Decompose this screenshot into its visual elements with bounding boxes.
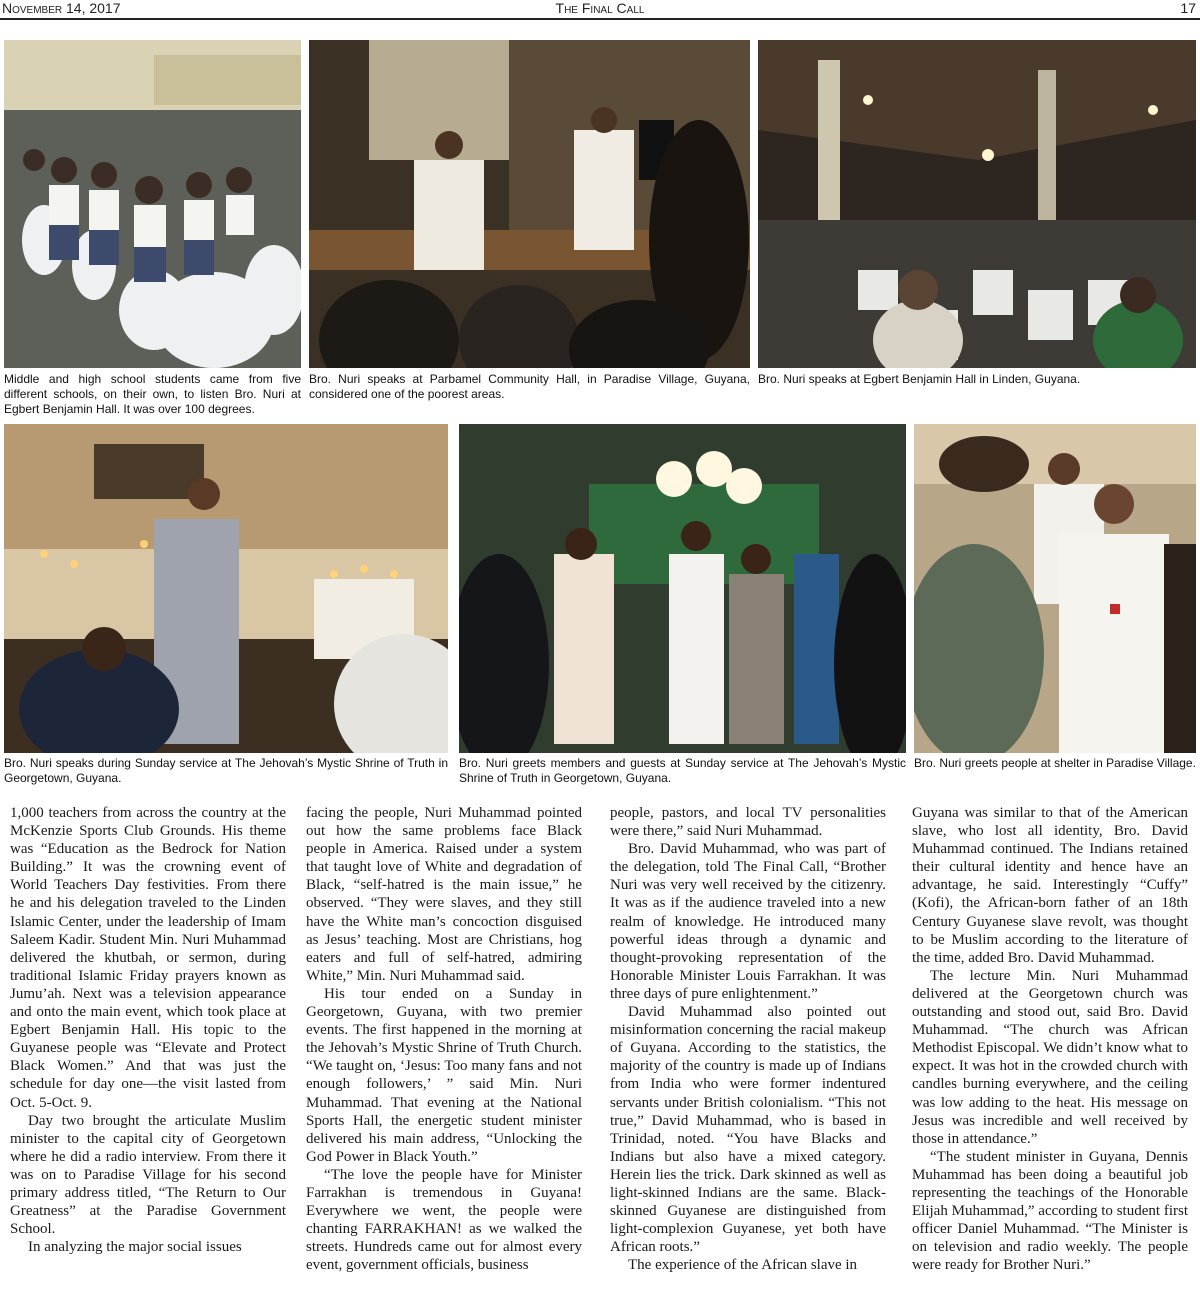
article-paragraph: people, pastors, and local TV personalities were there,” said Nuri Muhammad. [610, 805, 886, 840]
photo-caption: Bro. Nuri speaks during Sunday service at The Jehovah’s Mystic Shrine of Truth in Georgetown, Guyana. [4, 756, 448, 785]
photo-community-hall [309, 40, 750, 368]
article-paragraph: “The student minister in Guyana, Dennis Muhammad has been doing a beautiful job representing the teachings of the Honorable Elijah Muhammad,” according to student first officer Daniel Muhammad. “The Minister is on television and radio weekly. The people were ready for Brother Nuri.” [912, 1148, 1188, 1274]
article-column-4 [912, 804, 1188, 1296]
photo-caption: Bro. Nuri speaks at Parbamel Community Hall, in Paradise Village, Guyana, considered one of the poorest areas. [309, 372, 750, 401]
article-paragraph: Day two brought the articulate Muslim minister to the capital city of Georgetown where he did a radio interview. From there it was on to Paradise Village for his second primary address titled, “The Return to Our Greatness” at the Paradise Government School. [10, 1112, 286, 1238]
article-paragraph: 1,000 teachers from across the country at the McKenzie Sports Club Grounds. His theme was “Education as the Bedrock for Nation Building.” It was the crowning event of World Teachers Day festivities. From there he and his delegation traveled to the Linden Islamic Center, under the leadership of Imam Saleem Kadir. Student Min. Nuri Muhammad delivered the khutbah, or sermon, during traditional Islamic Friday prayers known as Jumu’ah. Next was a television appearance and onto the main event, which took place at Egbert Benjamin Hall. His topic to the Guyanese people was “Elevate and Protect Black Women.” And that was just the schedule for day one—the visit lasted from Oct. 5-Oct. 9. [10, 805, 286, 1111]
article-column-3 [610, 804, 886, 1296]
issue-date: November 14, 2017 [2, 0, 121, 16]
photo-shrine-speech [4, 424, 448, 753]
publication-name: The Final Call [555, 0, 645, 16]
article-column-2 [306, 804, 582, 1296]
photo-caption: Bro. Nuri speaks at Egbert Benjamin Hall in Linden, Guyana. [758, 372, 1081, 386]
article-paragraph: facing the people, Nuri Muhammad pointed out how the same problems face Black people in America. Raised under a system that taught love of White and degradation of Black, “self-hatred is the main issue,” he observed. “They were slaves, and they still have the White man’s concoction disguised as Jesus’ teaching. Most are Christians, hog eaters and full of self-hatred, admiring White,” Min. Nuri Muhammad said. [306, 805, 582, 984]
photo-caption: Middle and high school students came from five different schools, on their own, to listen Bro. Nuri at Egbert Benjamin Hall. It was over 100 degrees. [4, 372, 301, 416]
photo-caption: Bro. Nuri greets members and guests at Sunday service at The Jehovah’s Mystic Shrine of Truth in Georgetown, Guyana. [459, 756, 906, 785]
photo-shrine-greeting [459, 424, 906, 753]
article-paragraph: The experience of the African slave in [628, 1257, 858, 1274]
page-number: 17 [1180, 0, 1196, 16]
photo-benjamin-hall [758, 40, 1196, 368]
photo-caption: Bro. Nuri greets people at shelter in Paradise Village. [914, 756, 1196, 770]
article-paragraph: David Muhammad also pointed out misinformation concerning the racial makeup of Guyana. According to the statistics, the majority of the country is made up of Indians from India who were former indentured servants under British colonialism. “This not true,” David Muhammad, who is based in Trinidad, noted. “You have Blacks and Indians but also have a mixed category. Herein lies the trick. Dark skinned as well as light-skinned Indians are the same. Black-skinned Guyanese are distinguished from light-complexion Guyanese, yet both have African roots.” [610, 1004, 886, 1256]
article-paragraph: His tour ended on a Sunday in Georgetown, Guyana, with two premier events. The first happened in the morning at the Jehovah’s Mystic Shrine of Truth Church. “We taught on, ‘Jesus: Too many fans and not enough followers,’ ” said Min. Nuri Muhammad. That evening at the National Sports Hall, the energetic student minister delivered his main address, “Unlocking the God Power in Black Youth.” [306, 985, 582, 1165]
page-header [0, 0, 1200, 20]
article-paragraph: “The love the people have for Minister Farrakhan is tremendous in Guyana! Everywhere we went, the people were chanting FARRAKHAN! as we walked the streets. Hundreds came out for almost every event, government officials, business [306, 1166, 582, 1274]
article-column-1 [10, 804, 286, 1296]
article-paragraph: In analyzing the major social issues [28, 1239, 242, 1256]
article-paragraph: Guyana was similar to that of the American slave, who lost all identity, Bro. David Muhammad continued. The Indians retained their cultural identity and hence have an advantage, he said. Interestingly “Cuffy” (Kofi), the African-born father of an 18th Century Guyanese slave revolt, was thought to be Muslim according to the literature of the time, added Bro. David Muhammad. [912, 805, 1188, 966]
article-paragraph: Bro. David Muhammad, who was part of the delegation, told The Final Call, “Brother Nuri was very well received by the citizenry. It was as if the audience traveled into a new realm of knowledge. He introduced many powerful ideas through a dynamic and thought-provoking representation of the Honorable Minister Louis Farrakhan. It was three days of pure enlightenment.” [610, 841, 886, 1002]
article-paragraph: The lecture Min. Nuri Muhammad delivered at the Georgetown church was outstanding and stood out, said Bro. David Muhammad. “The church was African Methodist Episcopal. We didn’t know what to expect. It was hot in the crowded church with candles burning everywhere, and the ceiling was low adding to the heat. His message on Jesus was incredible and well received by those in attendance.” [912, 967, 1188, 1147]
photo-students [4, 40, 301, 368]
photo-shelter-greeting [914, 424, 1196, 753]
